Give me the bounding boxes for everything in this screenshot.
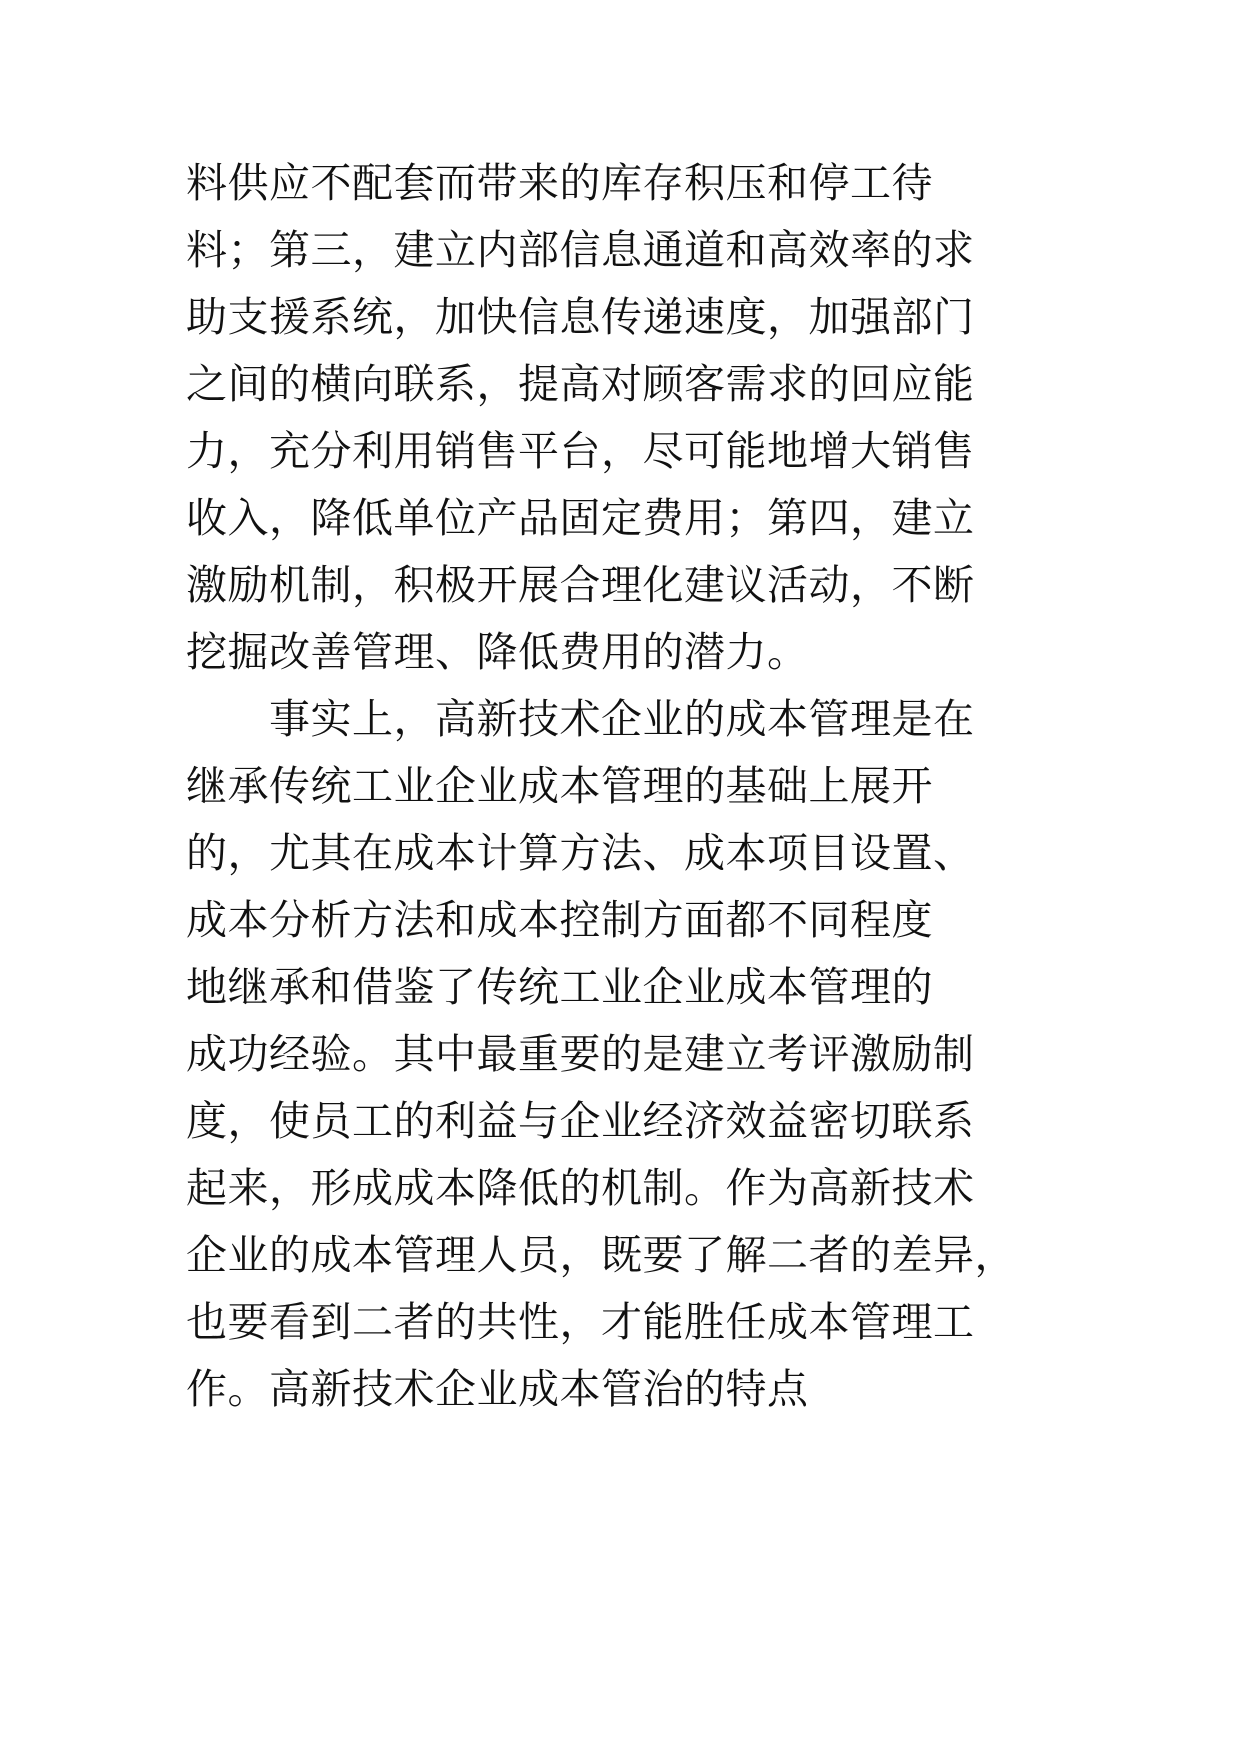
text-line: 作。高新技术企业成本管治的特点 [186,1365,809,1413]
text-line: 收入，降低单位产品固定费用；第四，建立 [186,494,975,542]
text-line: 起来，形成成本降低的机制。作为高新技术 [186,1164,975,1212]
text-line: 度，使员工的利益与企业经济效益密切联系 [186,1097,975,1145]
text-line: 之间的横向联系，提高对顾客需求的回应能 [186,360,975,408]
text-line: 力，充分利用销售平台，尽可能地增大销售 [186,427,975,475]
text-line: 企业的成本管理人员，既要了解二者的差异， [186,1231,1016,1279]
text-line: 激励机制，积极开展合理化建议活动，不断 [186,561,975,609]
text-line: 继承传统工业企业成本管理的基础上展开 [186,762,933,810]
paragraph-start-line: 事实上，高新技术企业的成本管理是在 [186,695,975,743]
text-line: 的，尤其在成本计算方法、成本项目设置、 [186,829,975,877]
text-line: 料供应不配套而带来的库存积压和停工待 [186,159,933,207]
body-text [186,150,1086,1423]
text-line: 也要看到二者的共性，才能胜任成本管理工 [186,1298,975,1346]
text-line: 成本分析方法和成本控制方面都不同程度 [186,896,933,944]
text-line: 地继承和借鉴了传统工业企业成本管理的 [186,963,933,1011]
text-line: 成功经验。其中最重要的是建立考评激励制 [186,1030,975,1078]
text-line: 助支援系统，加快信息传递速度，加强部门 [186,293,975,341]
text-line: 料；第三，建立内部信息通道和高效率的求 [186,226,975,274]
text-line: 挖掘改善管理、降低费用的潜力。 [186,628,809,676]
